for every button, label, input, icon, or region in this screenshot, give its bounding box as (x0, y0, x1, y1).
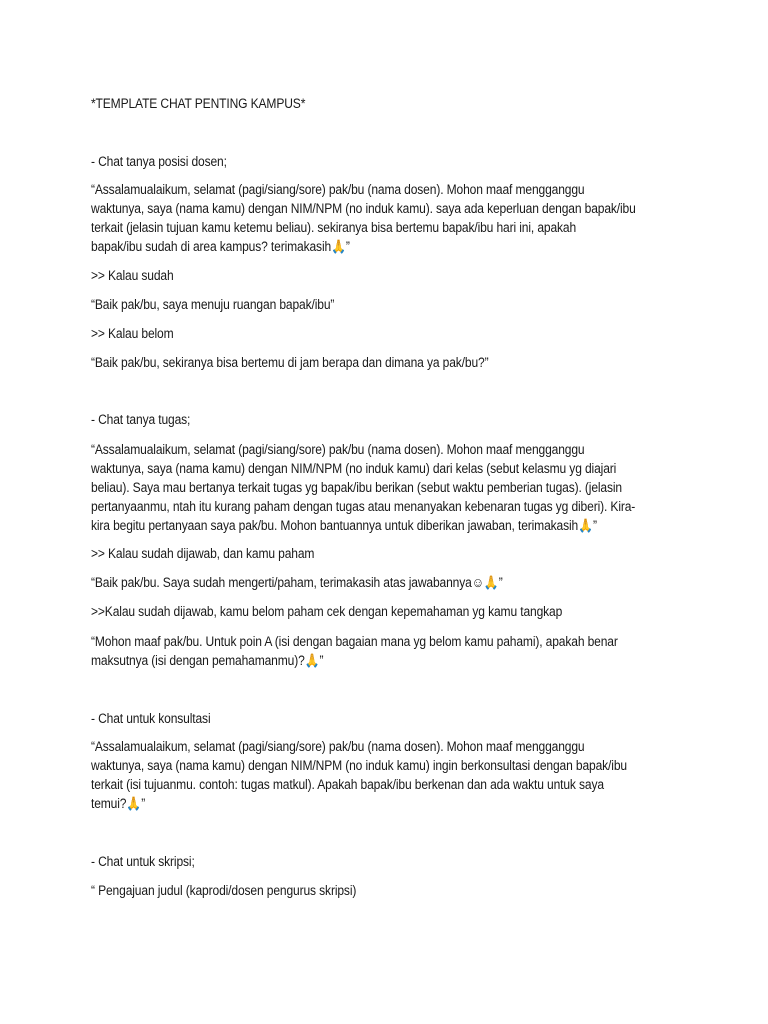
paragraph-line: terkait (jelasin tujuan kamu ketemu beliau). sekiranya bisa bertemu bapak/ibu hari ini, apakah (91, 220, 577, 235)
section-heading-konsultasi: - Chat untuk konsultasi (91, 711, 211, 726)
section-heading-tanya-tugas: - Chat tanya tugas; (91, 412, 191, 427)
condition-line: >>Kalau sudah dijawab, kamu belom paham cek dengan kepemahaman yg kamu tangkap (91, 604, 563, 619)
reply-line: “Baik pak/bu. Saya sudah mengerti/paham, terimakasih atas jawabannya☺🙏” (91, 575, 503, 590)
condition-line: >> Kalau sudah dijawab, dan kamu paham (91, 546, 315, 561)
paragraph-line: temui?🙏” (91, 796, 146, 811)
document-title: *TEMPLATE CHAT PENTING KAMPUS* (91, 96, 306, 111)
reply-line: “Baik pak/bu, sekiranya bisa bertemu di jam berapa dan dimana ya pak/bu?” (91, 355, 489, 370)
section-heading-skripsi: - Chat untuk skripsi; (91, 854, 195, 869)
paragraph-line: maksutnya (isi dengan pemahamanmu)?🙏” (91, 653, 324, 668)
condition-line: >> Kalau sudah (91, 268, 174, 283)
paragraph-line: “Mohon maaf pak/bu. Untuk poin A (isi dengan bagaian mana yg belom kamu pahami), apakah benar (91, 634, 618, 649)
condition-line: >> Kalau belom (91, 326, 174, 341)
list-item: “ Pengajuan judul (kaprodi/dosen pengurus skripsi) (91, 883, 357, 898)
paragraph-line: beliau). Saya mau bertanya terkait tugas yg bapak/ibu berikan (sebut waktu pemberian tugas). (jelasin (91, 480, 622, 495)
paragraph-line: waktunya, saya (nama kamu) dengan NIM/NPM (no induk kamu) ingin berkonsultasi dengan bapak/ibu (91, 758, 627, 773)
paragraph-line: pertanyaanmu, ntah itu kurang paham dengan tugas atau menanyakan kebenaran tugas yg diberi). Kira- (91, 499, 636, 514)
paragraph-line: waktunya, saya (nama kamu) dengan NIM/NPM (no induk kamu). saya ada keperluan dengan bapak/ibu (91, 201, 636, 216)
reply-line: “Baik pak/bu, saya menuju ruangan bapak/ibu” (91, 297, 335, 312)
paragraph-line: “Assalamualaikum, selamat (pagi/siang/sore) pak/bu (nama dosen). Mohon maaf mengganggu (91, 739, 585, 754)
paragraph-line: waktunya, saya (nama kamu) dengan NIM/NPM (no induk kamu) dari kelas (sebut kelasmu yg diajari (91, 461, 617, 476)
paragraph-line: “Assalamualaikum, selamat (pagi/siang/sore) pak/bu (nama dosen). Mohon maaf mengganggu (91, 442, 585, 457)
paragraph-line: kira begitu pertanyaan saya pak/bu. Mohon bantuannya untuk diberikan jawaban, terimakasih🙏” (91, 518, 597, 533)
section-heading-posisi-dosen: - Chat tanya posisi dosen; (91, 154, 227, 169)
paragraph-line: “Assalamualaikum, selamat (pagi/siang/sore) pak/bu (nama dosen). Mohon maaf mengganggu (91, 182, 585, 197)
paragraph-line: bapak/ibu sudah di area kampus? terimakasih🙏” (91, 239, 350, 254)
paragraph-line: terkait (isi tujuanmu. contoh: tugas matkul). Apakah bapak/ibu berkenan dan ada waktu untuk saya (91, 777, 604, 792)
